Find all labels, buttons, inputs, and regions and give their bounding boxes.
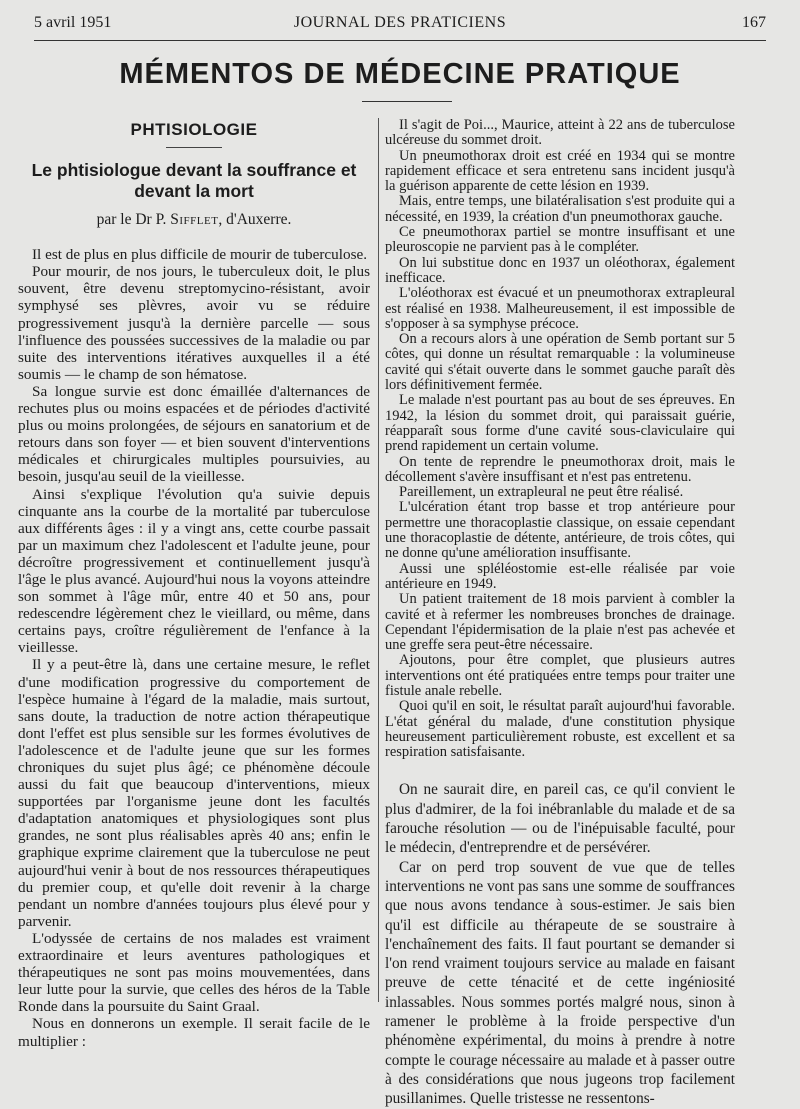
section-heading: PHTISIOLOGIE bbox=[130, 120, 258, 139]
byline bbox=[18, 211, 370, 228]
paragraph: Il est de plus en plus difficile de mourir de tuberculose. bbox=[32, 246, 368, 264]
case-paragraph: On a recours alors à une opération de Semb portant sur 5 côtes, qui donne un résultat remarquable : la volumineuse cavité qui s'était ouverte dans le sommet gauche paraît dès lors définitivement fermée. bbox=[385, 331, 735, 394]
case-paragraph: Il s'agit de Poi..., Maurice, atteint à 22 ans de tuberculose ulcéreuse du sommet droit. bbox=[385, 117, 735, 149]
running-head bbox=[34, 14, 766, 36]
case-paragraph: Ajoutons, pour être complet, que plusieurs autres interventions ont été pratiquées entre temps pour traiter une fistule anale rebelle. bbox=[385, 652, 735, 699]
right-column bbox=[385, 118, 735, 1109]
paragraph: Car on perd trop souvent de vue que de telles interventions ne vont pas sans une somme de souffrances que nous avons tendance à sous-estimer. Je sais bien qu'il est difficile au thérapeute de se soustraire à l'enchaînement des faits. Il faut pourtant se demander si l'on rend vraiment toujours service au malade en faisant preuve de cette ténacité et de cette ingéniosité inlassables. Nous sommes portés malgré nous, sinon à ramener le problème à la froide perspective d'un phénomène expérimental, du moins à prendre à notre compte le courage nécessaire au malade et à passer outre à des considérations que nous jugeons trop facilement pusillanimes. Quelle tristesse ne ressentons- bbox=[385, 858, 735, 1108]
paragraph: L'odyssée de certains de nos malades est vraiment extraordinaire et leurs aventures pathologiques et thérapeutiques ne sont pas moins mouvementées, dans leur lutte pour la survie, que celles des héros de la Table Ronde dans la poursuite du Saint Graal. bbox=[18, 929, 370, 1016]
paragraph: Sa longue survie est donc émaillée d'alternances de rechutes plus ou moins espacées et de périodes d'activité plus ou moins prolongées, de séjours en sanatorium et de retours dans son foyer — et bien souvent d'interventions médicales et chirurgicales multiples poursuivies, au besoin, jusqu'au seuil de la vieillesse. bbox=[18, 382, 370, 486]
article-title: Le phtisiologue devant la souffrance et devant la mort bbox=[31, 160, 357, 202]
case-paragraph: Quoi qu'il en soit, le résultat paraît aujourd'hui favorable. L'état général du malade, d'une constitution physique heureusement particulièrement robuste, est excellent et sa respiration satisfaisante. bbox=[385, 698, 735, 761]
byline-author: Sifflet bbox=[170, 211, 219, 229]
paragraph: Ainsi s'explique l'évolution qu'a suivie depuis cinquante ans la courbe de la mortalité par tuberculose aux différents âges : il y a vingt ans, cette courbe passait par un maximum chez l'adolescent et l'adulte jeune, pour décroître progressivement et continuellement jusqu'à l'âge le plus avancé. Aujourd'hui nous la voyons atteindre son sommet à l'âge mûr, entre 40 et 50 ans, pour redescendre légèrement chez le vieillard, ou même, dans certains pays, croître régulièrement de l'enfance à la vieillesse. bbox=[18, 485, 370, 657]
journal-name: JOURNAL DES PRATICIENS bbox=[293, 14, 507, 31]
case-paragraph: Mais, entre temps, une bilatéralisation s'est produite qui a nécessité, en 1939, la création d'un pneumothorax gauche. bbox=[385, 193, 735, 225]
title-rule bbox=[362, 101, 452, 102]
case-paragraph: Un patient traitement de 18 mois parvient à combler la cavité et à refermer les nombreuses bronches de drainage. Cependant l'épidermisation de la plaie n'est pas achevée et une greffe sera peut-être nécessaire. bbox=[385, 591, 735, 654]
case-paragraph: Pareillement, un extrapleural ne peut être réalisé. bbox=[399, 484, 684, 501]
case-paragraph: Le malade n'est pourtant pas au bout de ses épreuves. En 1942, la lésion du sommet droit, qui paraissait guérie, réapparaît sous forme d'une cavité sous-claviculaire qui prend rapidement un certain volume. bbox=[385, 392, 735, 455]
paragraph: Nous en donnerons un exemple. Il serait facile de le multiplier : bbox=[18, 1015, 370, 1050]
case-paragraph: L'oléothorax est évacué et un pneumothorax extrapleural est réalisé en 1938. Malheureusement, il est impossible de s'opposer à sa symphyse précoce. bbox=[385, 285, 735, 332]
issue-date: 5 avril 1951 bbox=[34, 14, 112, 31]
byline-suffix: , d'Auxerre. bbox=[218, 211, 292, 229]
case-paragraph: On lui substitue donc en 1937 un oléothorax, également inefficace. bbox=[385, 254, 735, 286]
case-report bbox=[385, 118, 735, 760]
paragraph: On ne saurait dire, en pareil cas, ce qu'il convient le plus d'admirer, de la foi inébranlable du malade et de sa farouche résolution — ou de l'inépuisable faculté, pour le médecin, d'entreprendre et de persévérer. bbox=[385, 781, 735, 857]
page-number: 167 bbox=[742, 14, 766, 31]
header-rule bbox=[34, 40, 766, 41]
case-paragraph: On tente de reprendre le pneumothorax droit, mais le décollement s'avère insuffisant et n'est pas entretenu. bbox=[385, 453, 735, 485]
left-column bbox=[18, 118, 370, 1050]
paragraph: Il y a peut-être là, dans une certaine mesure, le reflet d'une modification progressive du comportement de l'espèce humaine à l'égard de la maladie, mais surtout, sans doute, la traduction de notre action thérapeutique dont l'effet est plus sensible sur les formes évolutives de l'adolescence et de l'adulte jeune que sur les formes chroniques du sujet plus âgé; ce phénomène découle aussi du fait que beaucoup d'interventions, mieux supportées par l'organisme jeune dont les facultés d'adaptation anatomiques et physiologiques sont plus grandes, ne sont plus réalisables après 40 ans; enfin le graphique exprime clairement que la tuberculose ne peut aujourd'hui venir à bout de nos ressources thérapeutiques du premier coup, et qu'elle doit revenir à la charge pendant un nombre d'années toujours plus élevé pour y parvenir. bbox=[18, 656, 370, 930]
discussion bbox=[385, 780, 735, 1108]
case-paragraph: Aussi une spléléostomie est-elle réalisée par voie antérieure en 1949. bbox=[385, 560, 735, 592]
byline-prefix: par le Dr P. bbox=[96, 211, 167, 229]
section-rule bbox=[166, 147, 222, 148]
case-paragraph: Ce pneumothorax partiel se montre insuffisant et une pleuroscopie ne parvient pas à le compléter. bbox=[385, 224, 735, 256]
case-paragraph: L'ulcération étant trop basse et trop antérieure pour permettre une thoracoplastie classique, on essaie cependant une thoracoplastie de détente, antérieure, de trois côtes, qui ne donne qu'une amélioration insuffisante. bbox=[385, 499, 735, 562]
column-divider bbox=[378, 118, 379, 1002]
main-title: MÉMENTOS DE MÉDECINE PRATIQUE bbox=[119, 58, 681, 90]
case-paragraph: Un pneumothorax droit est créé en 1934 qui se montre rapidement efficace et sera entretenu sans incident jusqu'à la guérison apparente de cette lésion en 1939. bbox=[385, 147, 735, 195]
paragraph: Pour mourir, de nos jours, le tuberculeux doit, le plus souvent, être devenu streptomycino-résistant, avoir symphysé ses plèvres, avoir vu se réduire progressivement jusqu'à la dernière parcelle — sous l'influence des poussées successives de la maladie ou par suite des interventions itératives auxquelles il a été soumis — le champ de son hématose. bbox=[18, 263, 370, 383]
